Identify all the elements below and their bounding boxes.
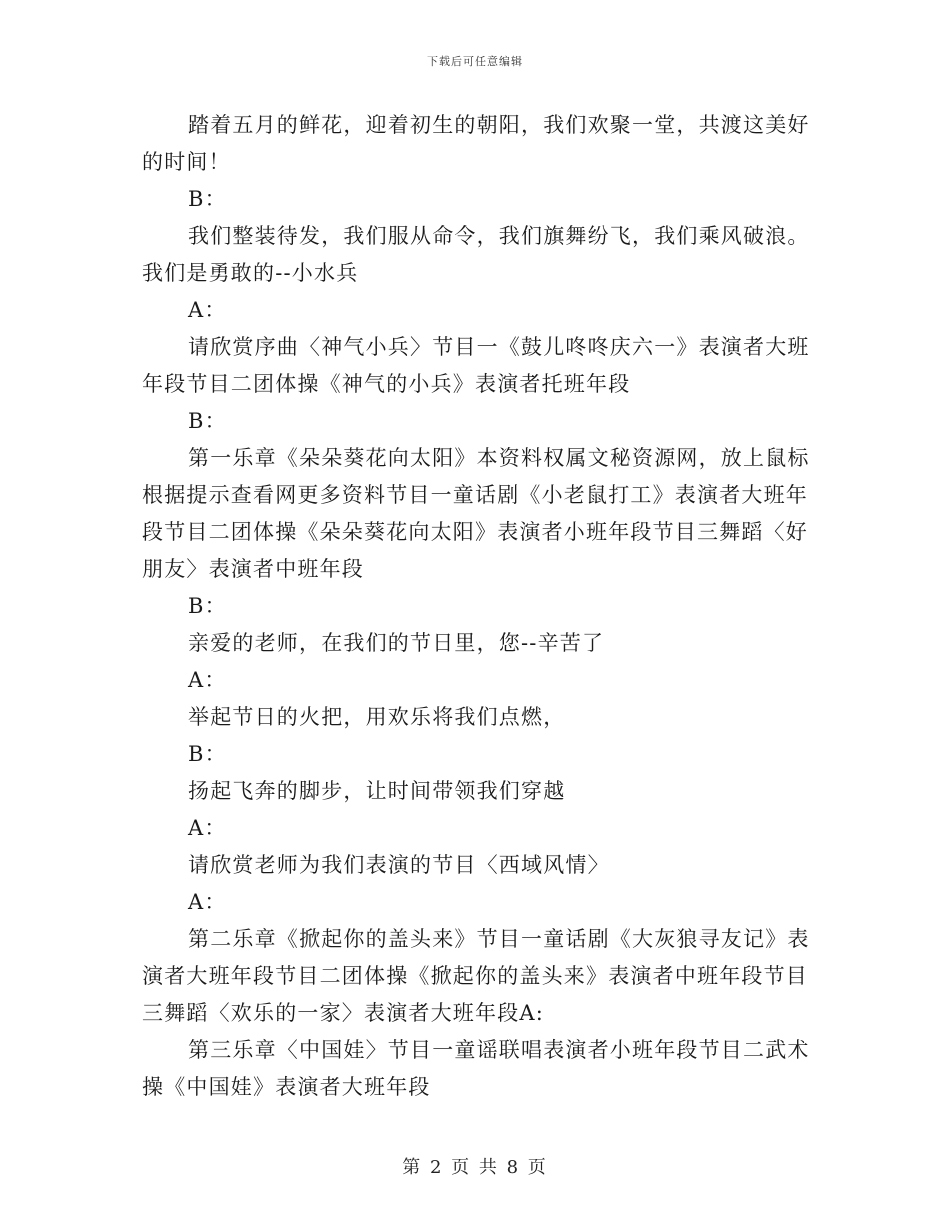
- paragraph: 第一乐章《朵朵葵花向太阳》本资料权属文秘资源网，放上鼠标根据提示查看网更多资料节目一童话剧《小老鼠打工》表演者大班年段节目二团体操《朵朵葵花向太阳》表演者小班年段节目三舞蹈〈好朋友〉表演者中班年段: [142, 446, 810, 581]
- speaker-label: A：: [188, 890, 227, 914]
- paragraph: 亲爱的老师，在我们的节日里，您--辛苦了: [188, 631, 605, 655]
- speaker-label: B：: [188, 594, 227, 618]
- paragraph: 我们整装待发，我们服从命令，我们旗舞纷飞，我们乘风破浪。我们是勇敢的--小水兵: [142, 224, 810, 285]
- paragraph: 踏着五月的鲜花，迎着初生的朝阳，我们欢聚一堂，共渡这美好的时间！: [142, 113, 810, 174]
- paragraph: 请欣赏老师为我们表演的节目〈西域风情〉: [188, 853, 610, 877]
- paragraph: 第三乐章〈中国娃〉节目一童谣联唱表演者小班年段节目二武术操《中国娃》表演者大班年段: [142, 1038, 810, 1099]
- speaker-label: B：: [188, 742, 227, 766]
- page-number-footer: 第 2 页 共 8 页: [402, 1157, 548, 1178]
- paragraph: 举起节日的火把，用欢乐将我们点燃，: [188, 705, 566, 729]
- paragraph: 请欣赏序曲〈神气小兵〉节目一《鼓儿咚咚庆六一》表演者大班年段节目二团体操《神气的小兵》表演者托班年段: [142, 335, 810, 396]
- speaker-label: A：: [188, 816, 227, 840]
- speaker-label: B：: [188, 187, 227, 211]
- speaker-label: A：: [188, 668, 227, 692]
- paragraph: 扬起飞奔的脚步，让时间带领我们穿越: [188, 779, 566, 803]
- document-body: [142, 107, 810, 1106]
- speaker-label: B：: [188, 409, 227, 433]
- paragraph: 第二乐章《掀起你的盖头来》节目一童话剧《大灰狼寻友记》表演者大班年段节目二团体操《掀起你的盖头来》表演者中班年段节目三舞蹈〈欢乐的一家〉表演者大班年段A:: [142, 927, 810, 1025]
- page-header-note: 下载后可任意编辑: [427, 55, 523, 68]
- speaker-label: A：: [188, 298, 227, 322]
